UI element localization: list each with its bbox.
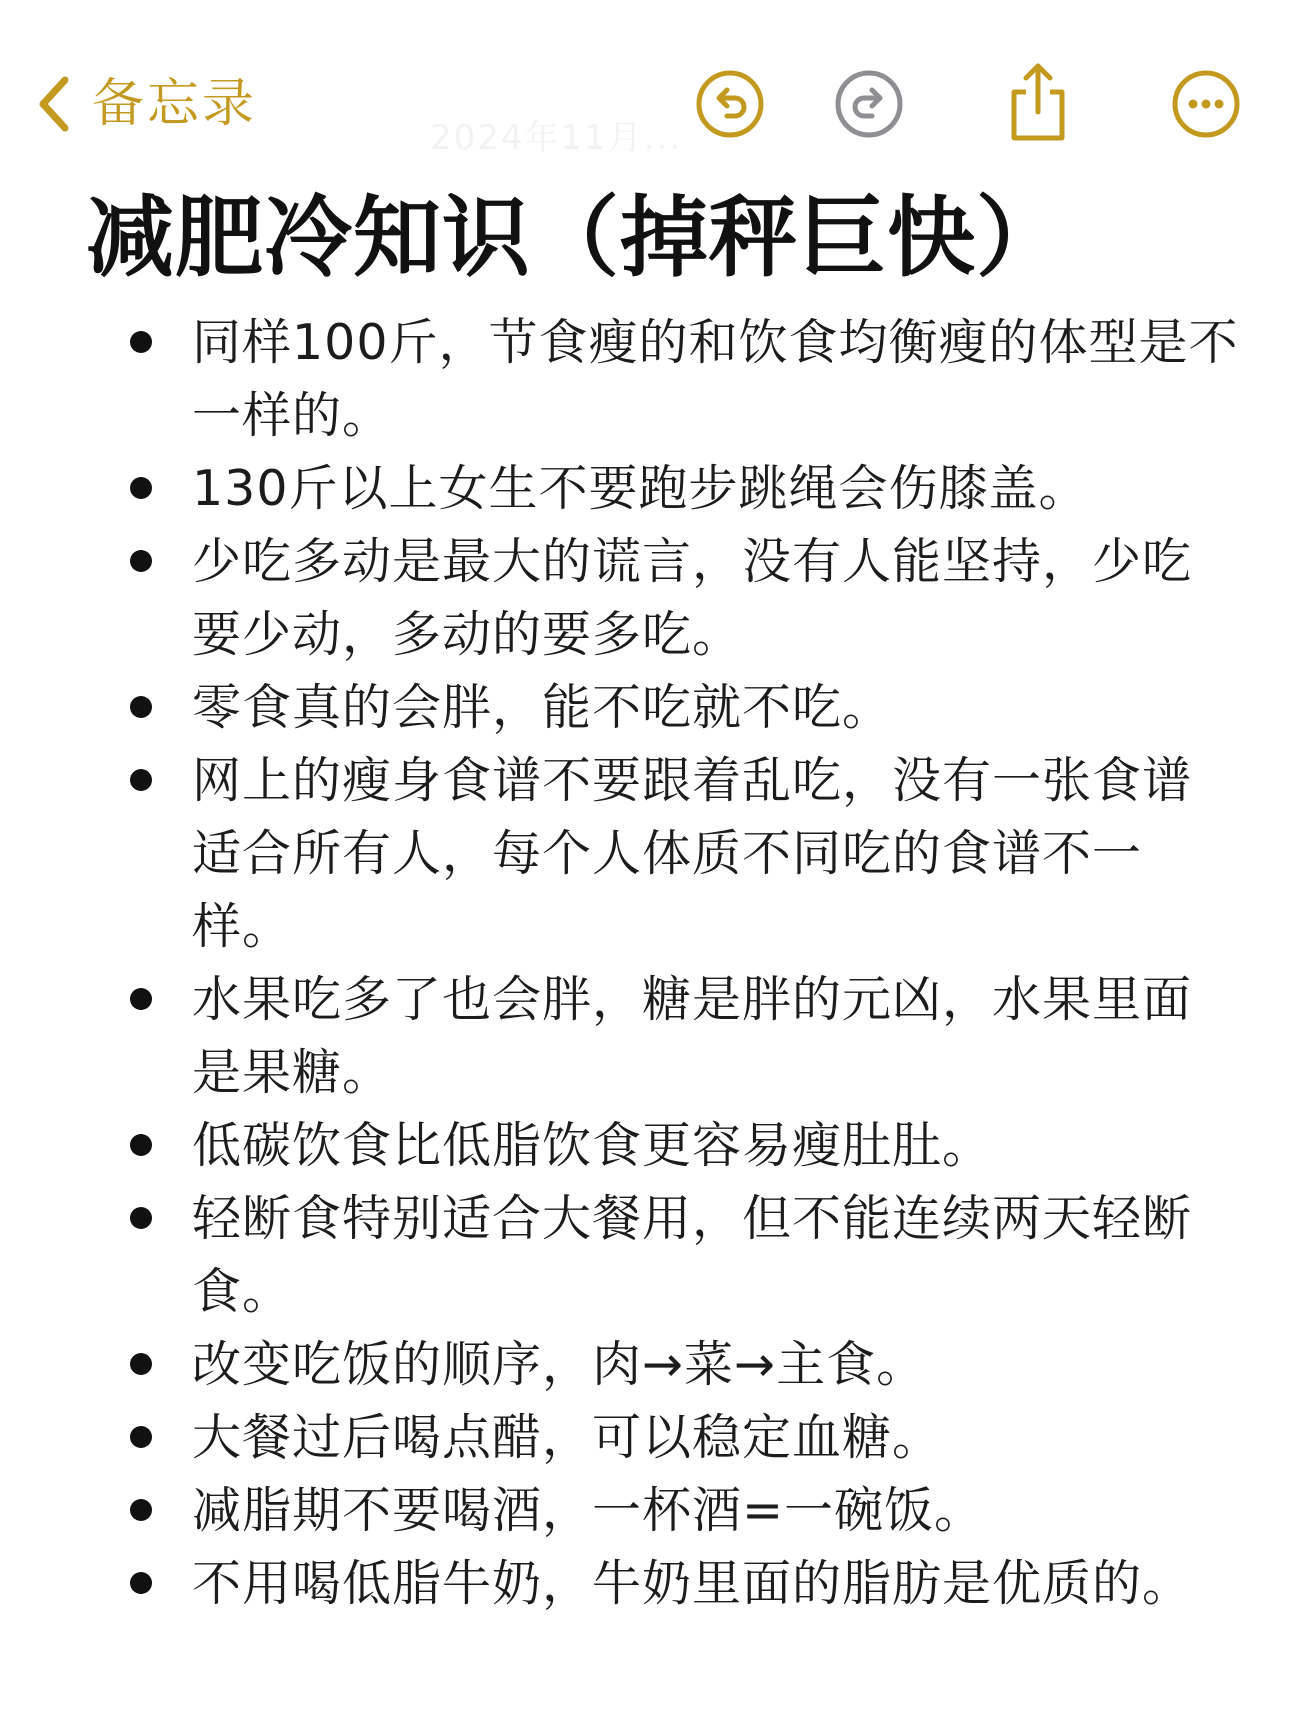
list-item-text: 130斤以上女生不要跑步跳绳会伤膝盖。 xyxy=(192,460,1089,517)
share-button[interactable] xyxy=(1002,60,1074,142)
list-item-text: 网上的瘦身食谱不要跟着乱吃，没有一张食谱适合所有人，每个人体质不同吃的食谱不一样。 xyxy=(192,752,1193,955)
back-button[interactable] xyxy=(36,68,257,140)
bullet-icon xyxy=(130,550,152,572)
undo-icon xyxy=(694,68,766,140)
bullet-icon xyxy=(130,1134,152,1156)
list-item[interactable] xyxy=(120,306,1240,452)
list-item-text: 少吃多动是最大的谎言，没有人能坚持，少吃要少动，多动的要多吃。 xyxy=(192,533,1193,663)
list-item-text: 大餐过后喝点醋，可以稳定血糖。 xyxy=(192,1409,943,1466)
bullet-icon xyxy=(130,1426,152,1448)
bullet-icon xyxy=(130,1353,152,1375)
share-icon xyxy=(1002,60,1074,142)
redo-icon xyxy=(833,68,905,140)
bullet-icon xyxy=(130,696,152,718)
bullet-icon xyxy=(130,1499,152,1521)
undo-button[interactable] xyxy=(694,68,766,140)
chevron-left-icon xyxy=(36,75,70,133)
list-item-text: 轻断食特别适合大餐用，但不能连续两天轻断食。 xyxy=(192,1190,1193,1320)
more-button[interactable] xyxy=(1170,68,1242,140)
list-item-text: 改变吃饭的顺序，肉→菜→主食。 xyxy=(192,1336,927,1393)
note-bullet-list[interactable] xyxy=(120,306,1240,1620)
list-item[interactable] xyxy=(120,525,1240,671)
list-item-text: 不用喝低脂牛奶，牛奶里面的脂肪是优质的。 xyxy=(192,1555,1193,1612)
list-item-text: 零食真的会胖，能不吃就不吃。 xyxy=(192,679,893,736)
list-item-text: 水果吃多了也会胖，糖是胖的元凶，水果里面是果糖。 xyxy=(192,971,1193,1101)
bullet-icon xyxy=(130,1207,152,1229)
list-item[interactable] xyxy=(120,671,1240,744)
list-item[interactable] xyxy=(120,452,1240,525)
bullet-icon xyxy=(130,477,152,499)
list-item[interactable] xyxy=(120,1109,1240,1182)
back-label: 备忘录 xyxy=(92,74,258,134)
list-item[interactable] xyxy=(120,1328,1240,1401)
bullet-icon xyxy=(130,1572,152,1594)
redo-button[interactable] xyxy=(833,68,905,140)
list-item-text: 同样100斤，节食瘦的和饮食均衡瘦的体型是不一样的。 xyxy=(192,314,1239,444)
list-item[interactable] xyxy=(120,1474,1240,1547)
list-item[interactable] xyxy=(120,1401,1240,1474)
list-item[interactable] xyxy=(120,1547,1240,1620)
list-item[interactable] xyxy=(120,1182,1240,1328)
list-item-text: 减脂期不要喝酒，一杯酒=一碗饭。 xyxy=(192,1482,985,1539)
navigation-bar xyxy=(0,0,1290,200)
list-item-text: 低碳饮食比低脂饮食更容易瘦肚肚。 xyxy=(192,1117,993,1174)
faded-date: 2024年11月... xyxy=(430,118,683,158)
bullet-icon xyxy=(130,769,152,791)
bullet-icon xyxy=(130,988,152,1010)
more-icon xyxy=(1170,68,1242,140)
note-title[interactable]: 减肥冷知识（掉秤巨快） xyxy=(86,186,1066,289)
list-item[interactable] xyxy=(120,963,1240,1109)
bullet-icon xyxy=(130,331,152,353)
list-item[interactable] xyxy=(120,744,1240,963)
